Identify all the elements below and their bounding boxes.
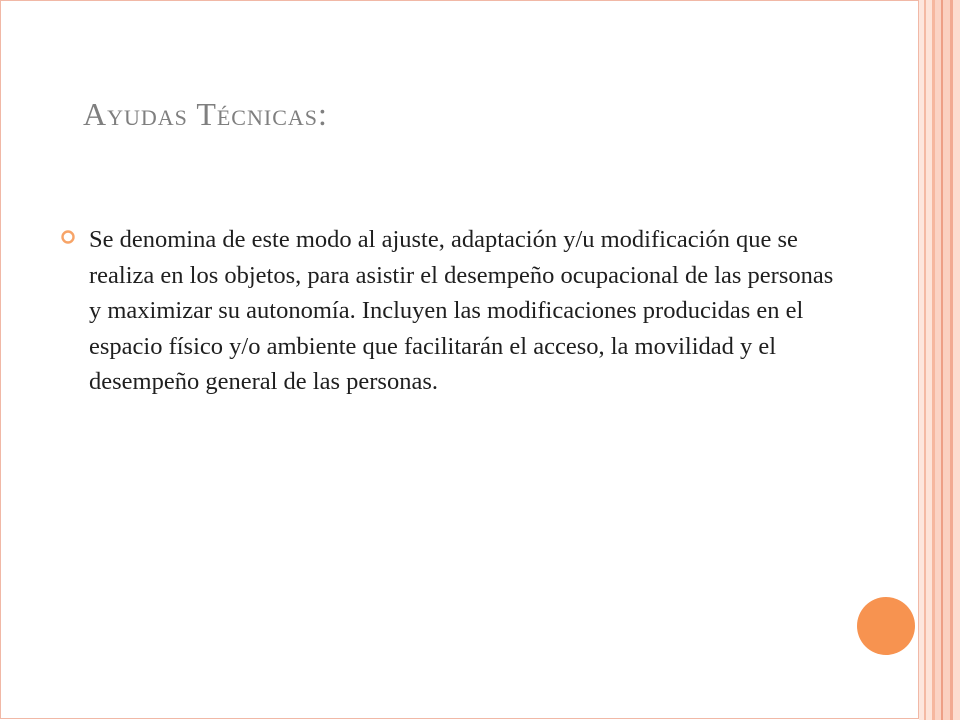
bullet-ring-icon xyxy=(60,229,76,245)
bullet-list xyxy=(60,222,850,400)
bullet-item xyxy=(60,222,850,400)
bullet-text: Se denomina de este modo al ajuste, adaptación y/u modificación que se realiza en los objetos, para asistir el desempeño ocupacional de las personas y maximizar su autonomía. Incluyen las modificaciones producidas en el espacio físico y/o ambiente que facilitarán el acceso, la movilidad y el desempeño general de las personas. xyxy=(89,226,834,395)
side-stripe xyxy=(943,0,950,720)
slide-title: Ayudas Técnicas: xyxy=(83,96,328,132)
side-stripe xyxy=(953,0,960,720)
orange-circle-icon xyxy=(857,597,915,655)
